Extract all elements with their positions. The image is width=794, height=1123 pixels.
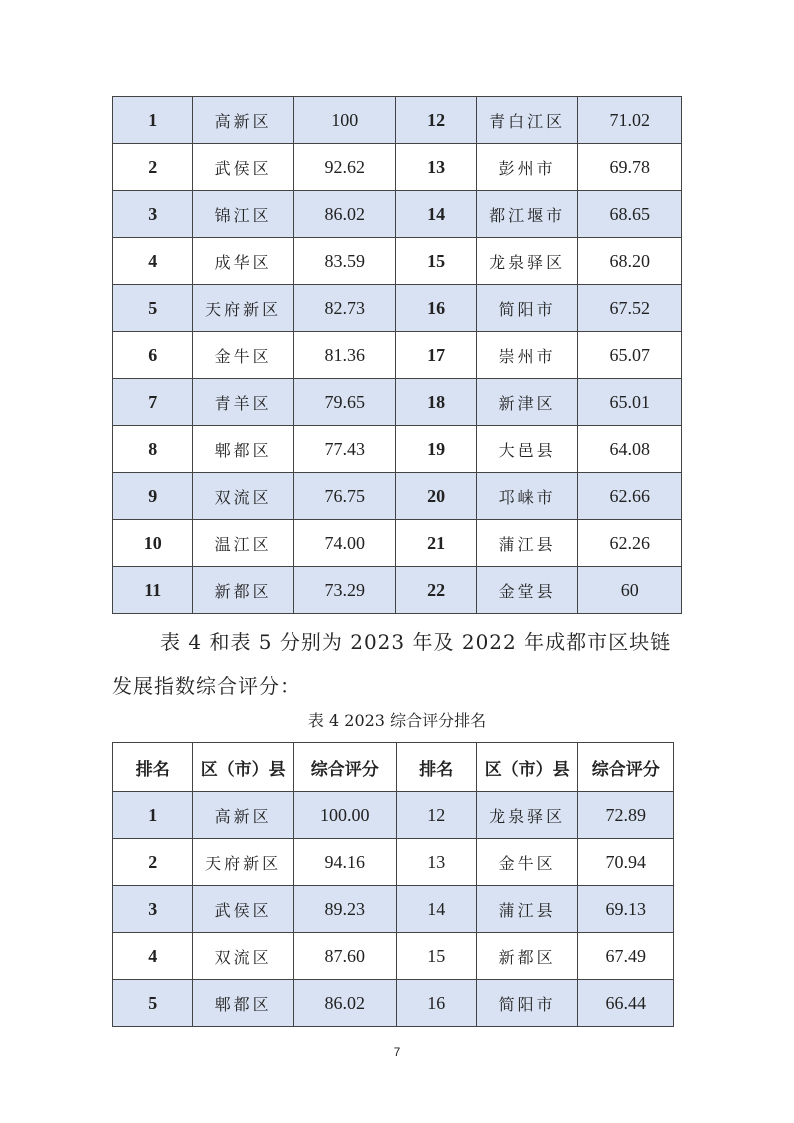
score-cell: 67.49 [578, 933, 674, 980]
rank-cell: 14 [396, 886, 476, 933]
table4-2023-ranking [112, 742, 674, 1027]
table-row [113, 191, 682, 238]
table-row [113, 792, 674, 839]
district-cell: 成华区 [193, 238, 294, 285]
rank-cell: 15 [396, 238, 476, 285]
table-row [113, 238, 682, 285]
score-cell: 86.02 [293, 191, 396, 238]
district-cell: 武侯区 [193, 144, 294, 191]
score-cell: 68.65 [578, 191, 682, 238]
score-cell: 92.62 [293, 144, 396, 191]
score-cell: 87.60 [293, 933, 396, 980]
rank-cell: 22 [396, 567, 476, 614]
score-cell: 100.00 [293, 792, 396, 839]
score-cell: 69.13 [578, 886, 674, 933]
district-cell: 郫都区 [193, 426, 294, 473]
rank-cell: 16 [396, 285, 476, 332]
table-row [113, 144, 682, 191]
district-cell: 天府新区 [193, 839, 294, 886]
rank-cell: 12 [396, 97, 476, 144]
district-cell: 简阳市 [476, 980, 578, 1027]
district-cell: 锦江区 [193, 191, 294, 238]
district-cell: 高新区 [193, 792, 294, 839]
score-cell: 86.02 [293, 980, 396, 1027]
rank-cell: 8 [113, 426, 193, 473]
district-cell: 双流区 [193, 473, 294, 520]
score-cell: 77.43 [293, 426, 396, 473]
score-cell: 81.36 [293, 332, 396, 379]
rank-cell: 20 [396, 473, 476, 520]
rank-cell: 11 [113, 567, 193, 614]
rank-cell: 13 [396, 839, 476, 886]
district-cell: 简阳市 [476, 285, 578, 332]
score-cell: 72.89 [578, 792, 674, 839]
rank-cell: 1 [113, 97, 193, 144]
table-row [113, 567, 682, 614]
header-rank: 排名 [113, 743, 193, 792]
score-cell: 79.65 [293, 379, 396, 426]
score-cell: 82.73 [293, 285, 396, 332]
district-cell: 蒲江县 [476, 520, 578, 567]
rank-cell: 4 [113, 933, 193, 980]
rank-cell: 12 [396, 792, 476, 839]
score-cell: 71.02 [578, 97, 682, 144]
table-row [113, 473, 682, 520]
rank-cell: 3 [113, 191, 193, 238]
district-cell: 新都区 [476, 933, 578, 980]
district-cell: 双流区 [193, 933, 294, 980]
rank-cell: 17 [396, 332, 476, 379]
district-cell: 大邑县 [476, 426, 578, 473]
score-cell: 94.16 [293, 839, 396, 886]
rank-cell: 16 [396, 980, 476, 1027]
header-rank: 排名 [396, 743, 476, 792]
rank-cell: 5 [113, 285, 193, 332]
rank-cell: 15 [396, 933, 476, 980]
district-cell: 高新区 [193, 97, 294, 144]
district-cell: 龙泉驿区 [476, 238, 578, 285]
score-cell: 60 [578, 567, 682, 614]
header-score: 综合评分 [293, 743, 396, 792]
table-row [113, 332, 682, 379]
rank-cell: 18 [396, 379, 476, 426]
district-cell: 龙泉驿区 [476, 792, 578, 839]
district-cell: 崇州市 [476, 332, 578, 379]
table4-header-row [113, 743, 674, 792]
district-cell: 金堂县 [476, 567, 578, 614]
district-cell: 青白江区 [476, 97, 578, 144]
rank-cell: 14 [396, 191, 476, 238]
rank-cell: 4 [113, 238, 193, 285]
district-cell: 温江区 [193, 520, 294, 567]
score-cell: 83.59 [293, 238, 396, 285]
table-row [113, 980, 674, 1027]
district-cell: 新津区 [476, 379, 578, 426]
score-cell: 70.94 [578, 839, 674, 886]
rank-cell: 10 [113, 520, 193, 567]
district-cell: 彭州市 [476, 144, 578, 191]
district-cell: 武侯区 [193, 886, 294, 933]
table-row [113, 886, 674, 933]
header-district: 区（市）县 [193, 743, 294, 792]
rank-cell: 19 [396, 426, 476, 473]
rank-cell: 9 [113, 473, 193, 520]
rank-cell: 3 [113, 886, 193, 933]
rank-cell: 2 [113, 839, 193, 886]
district-cell: 天府新区 [193, 285, 294, 332]
score-cell: 76.75 [293, 473, 396, 520]
score-cell: 68.20 [578, 238, 682, 285]
header-district: 区（市）县 [476, 743, 578, 792]
score-cell: 66.44 [578, 980, 674, 1027]
table-row [113, 285, 682, 332]
table-row [113, 520, 682, 567]
score-cell: 62.26 [578, 520, 682, 567]
rank-cell: 2 [113, 144, 193, 191]
district-cell: 青羊区 [193, 379, 294, 426]
rank-cell: 5 [113, 980, 193, 1027]
score-cell: 74.00 [293, 520, 396, 567]
ranking-table-continued [112, 96, 682, 614]
district-cell: 都江堰市 [476, 191, 578, 238]
rank-cell: 13 [396, 144, 476, 191]
score-cell: 62.66 [578, 473, 682, 520]
rank-cell: 6 [113, 332, 193, 379]
score-cell: 67.52 [578, 285, 682, 332]
score-cell: 73.29 [293, 567, 396, 614]
table-row [113, 426, 682, 473]
score-cell: 64.08 [578, 426, 682, 473]
rank-cell: 7 [113, 379, 193, 426]
score-cell: 65.07 [578, 332, 682, 379]
page-number: 7 [393, 1045, 401, 1059]
district-cell: 新都区 [193, 567, 294, 614]
table-row [113, 933, 674, 980]
district-cell: 蒲江县 [476, 886, 578, 933]
body-paragraph: 表 4 和表 5 分别为 2023 年及 2022 年成都市区块链发展指数综合评分： [112, 630, 672, 698]
rank-cell: 21 [396, 520, 476, 567]
district-cell: 金牛区 [193, 332, 294, 379]
table-row [113, 839, 674, 886]
score-cell: 89.23 [293, 886, 396, 933]
table-row [113, 97, 682, 144]
district-cell: 郫都区 [193, 980, 294, 1027]
rank-cell: 1 [113, 792, 193, 839]
score-cell: 100 [293, 97, 396, 144]
table-row [113, 379, 682, 426]
header-score: 综合评分 [578, 743, 674, 792]
score-cell: 69.78 [578, 144, 682, 191]
score-cell: 65.01 [578, 379, 682, 426]
district-cell: 金牛区 [476, 839, 578, 886]
district-cell: 邛崃市 [476, 473, 578, 520]
table4-caption: 表 4 2023 综合评分排名 [307, 711, 487, 730]
